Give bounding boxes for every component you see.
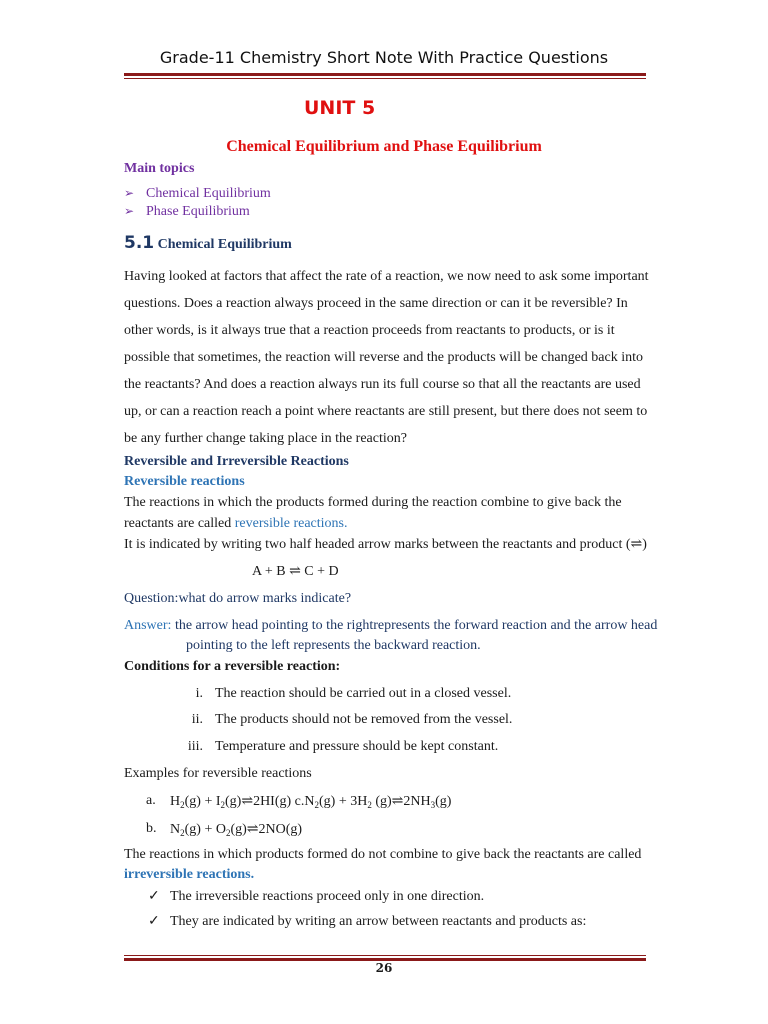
reversible-definition-line: The reactions in which the products formed during the reaction combine to give back the bbox=[124, 495, 622, 510]
paragraph-line: up, or can a reaction reach a point where reactants are still present, but there does not seem to bbox=[124, 404, 648, 419]
question-text: Question:what do arrow marks indicate? bbox=[124, 591, 352, 606]
arrow-bullet-icon: ➢ bbox=[124, 186, 135, 200]
arrow-bullet-icon: ➢ bbox=[124, 204, 135, 218]
reversible-subheading: Reversible reactions bbox=[124, 474, 245, 489]
check-item: ✓ They are indicated by writing an arrow between reactants and products as: bbox=[148, 914, 587, 929]
irreversible-term: irreversible reactions. bbox=[124, 867, 255, 882]
list-marker: a. bbox=[146, 793, 156, 808]
conditions-heading: Conditions for a reversible reaction: bbox=[124, 659, 341, 674]
unit-title: UNIT 5 bbox=[304, 97, 376, 119]
answer-line: pointing to the left represents the backward reaction. bbox=[186, 638, 481, 653]
paragraph-line: be any further change taking place in the reaction? bbox=[124, 431, 407, 446]
reversible-term: reversible reactions. bbox=[234, 516, 348, 531]
paragraph-line: Having looked at factors that affect the rate of a reaction, we now need to ask some important bbox=[124, 269, 649, 284]
section-heading bbox=[124, 233, 292, 253]
section-number: 5.1 bbox=[124, 233, 155, 253]
topic-item: ➢ Chemical Equilibrium bbox=[124, 186, 271, 201]
paragraph-line: the reactants? And does a reaction always run its full course so that all the reactants are used bbox=[124, 377, 641, 392]
section-title: Chemical Equilibrium bbox=[157, 237, 292, 252]
intro-paragraph bbox=[124, 263, 699, 452]
example-item bbox=[146, 821, 303, 838]
reversible-irreversible-heading: Reversible and Irreversible Reactions bbox=[124, 454, 349, 469]
example-equations: $H_2(g)$ + $I_2(g)\rightleftharpoons 2HI(g) c.N_2(g) + 3H_2$ $(g)\rightleftharpoons 2NH_3(g)$ bbox=[170, 794, 452, 810]
chapter-title: Chemical Equilibrium and Phase Equilibrium bbox=[226, 138, 542, 155]
page-number: 26 bbox=[375, 961, 393, 975]
check-item: ✓ The irreversible reactions proceed only in one direction. bbox=[148, 889, 485, 904]
answer-label: Answer: bbox=[124, 618, 175, 633]
irreversible-definition-line: The reactions in which products formed do not combine to give back the reactants are called bbox=[124, 847, 642, 862]
examples-heading: Examples for reversible reactions bbox=[124, 766, 312, 781]
reversible-indication: It is indicated by writing two half headed arrow marks between the reactants and product (⇌) bbox=[124, 537, 647, 552]
header-rule-thin bbox=[124, 78, 646, 79]
example-equation: $N_2(g)$ + $O_2(g)\rightleftharpoons 2NO(g)$ bbox=[170, 822, 303, 838]
list-marker: b. bbox=[146, 821, 157, 836]
example-item bbox=[146, 793, 452, 810]
paragraph-line: questions. Does a reaction always proceed in the same direction or can it be reversible? In bbox=[124, 296, 628, 311]
paragraph-line: possible that sometimes, the reaction will reverse and the products will be changed back into bbox=[124, 350, 644, 365]
list-numeral: i. bbox=[195, 686, 203, 701]
page-header: Grade-11 Chemistry Short Note With Practice Questions bbox=[159, 48, 609, 67]
list-numeral: iii. bbox=[187, 739, 203, 754]
general-equation: A + B ⇌ C + D bbox=[252, 564, 339, 579]
paragraph-line: other words, is it always true that a reaction proceeds from reactants to products, or is it bbox=[124, 323, 615, 338]
reversible-definition-line: reactants are called reversible reactions. bbox=[124, 516, 348, 531]
checkmark-icon: ✓ bbox=[148, 914, 160, 929]
header-rule-thick bbox=[124, 73, 646, 76]
topic-item: ➢ Phase Equilibrium bbox=[124, 204, 250, 219]
footer-rule-thin bbox=[124, 955, 646, 956]
checkmark-icon: ✓ bbox=[148, 889, 160, 904]
main-topics-label: Main topics bbox=[124, 161, 195, 176]
answer-line: Answer: the arrow head pointing to the rightrepresents the forward reaction and the arrow head bbox=[124, 618, 658, 633]
list-numeral: ii. bbox=[191, 712, 203, 727]
